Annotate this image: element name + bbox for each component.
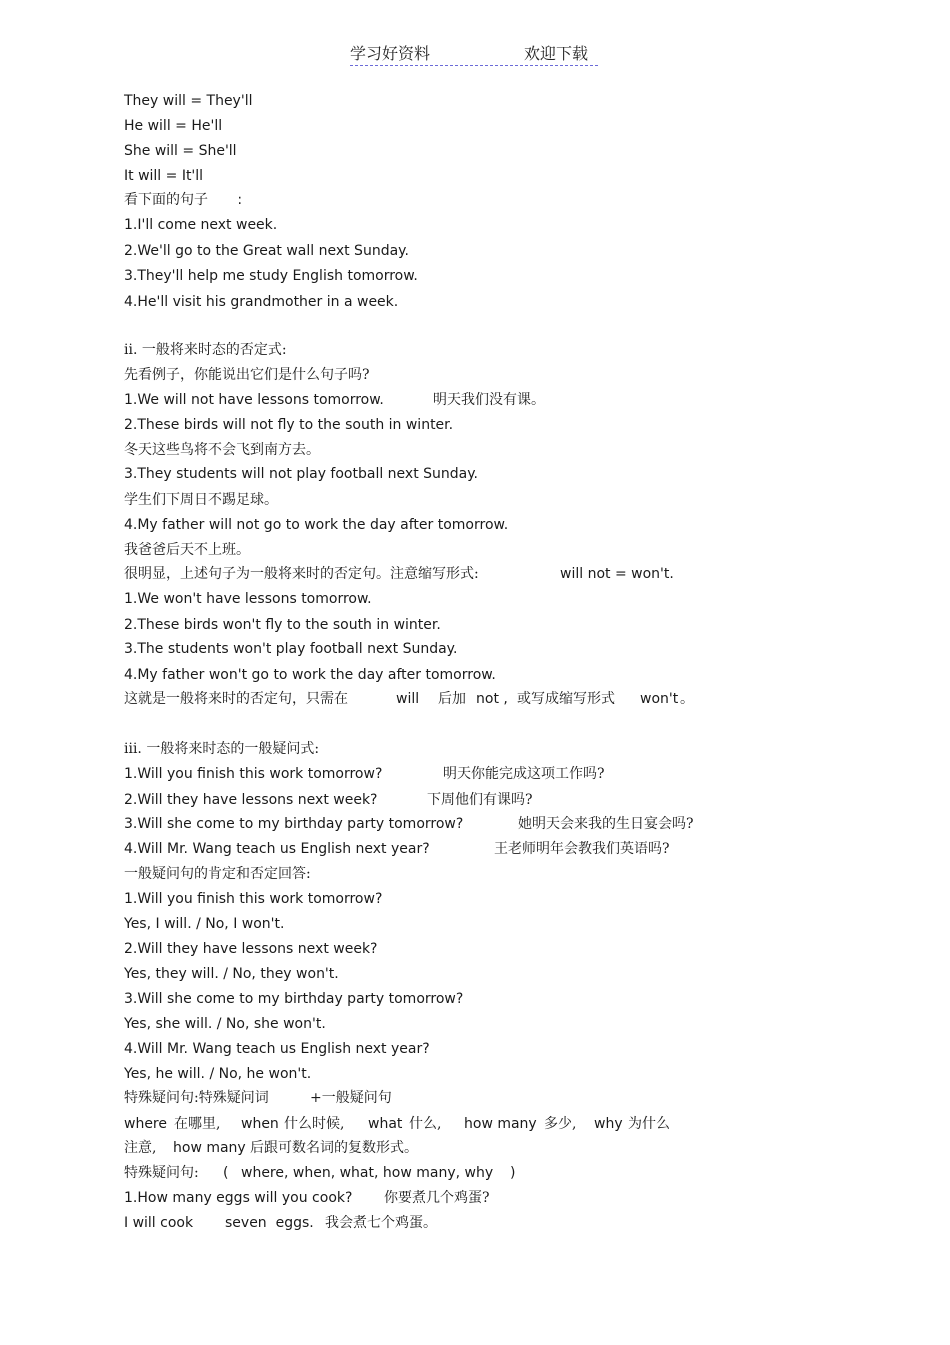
chinese-text: 多少, <box>544 1116 577 1132</box>
text-line <box>124 590 372 608</box>
text-line <box>124 865 311 883</box>
chinese-text: 你要煮几个鸡蛋? <box>384 1190 490 1206</box>
english-text: She will = She'll <box>124 143 237 159</box>
english-text: 3.Will she come to my birthday party tomorrow? <box>124 991 464 1007</box>
english-text: how many <box>464 1116 537 1132</box>
english-text: Yes, she will. / No, she won't. <box>124 1016 326 1032</box>
chinese-text: ⅲ. 一般将来时态的一般疑问式: <box>124 741 320 757</box>
text-line <box>124 1139 418 1157</box>
english-text: seven eggs. <box>225 1215 314 1231</box>
text-line <box>124 690 694 708</box>
chinese-text: 一般疑问句的肯定和否定回答: <box>124 866 311 882</box>
english-text: ( <box>223 1165 229 1181</box>
english-text: He will = He'll <box>124 118 223 134</box>
chinese-text: 为什么 <box>628 1116 670 1132</box>
english-text: why <box>594 1116 623 1132</box>
chinese-text: 先看例子，你能说出它们是什么句子吗? <box>124 367 370 383</box>
english-text: 1.We won't have lessons tomorrow. <box>124 591 372 607</box>
text-line <box>124 616 441 634</box>
english-text: 1.Will you finish this work tomorrow? <box>124 891 383 907</box>
text-line <box>124 491 278 509</box>
text-line <box>124 1015 326 1033</box>
english-text: Yes, he will. / No, he won't. <box>124 1066 312 1082</box>
text-line <box>124 391 545 409</box>
english-text: 4.Will Mr. Wang teach us English next year? <box>124 1041 430 1057</box>
english-text: 4.My father won't go to work the day after tomorrow. <box>124 667 496 683</box>
english-text: 4.My father will not go to work the day after tomorrow. <box>124 517 509 533</box>
english-text: It will = It'll <box>124 168 204 184</box>
chinese-text: 我会煮七个鸡蛋。 <box>325 1215 437 1231</box>
text-line <box>124 1115 670 1133</box>
english-text: 2.We'll go to the Great wall next Sunday. <box>124 243 409 259</box>
text-line <box>124 516 508 534</box>
english-text: 1.I'll come next week. <box>124 217 278 233</box>
header-left-text: 学习好资料 <box>350 44 431 63</box>
text-line <box>124 791 533 809</box>
text-line <box>124 1164 516 1182</box>
chinese-text: 很明显，上述句子为一般将来时的否定句。注意缩写形式: <box>124 566 479 582</box>
english-text: where, when, what, how many, why <box>241 1165 494 1181</box>
text-line <box>124 1065 311 1083</box>
chinese-text: 这就是一般将来时的否定句，只需在 <box>124 691 348 707</box>
chinese-text: ⅱ. 一般将来时态的否定式: <box>124 342 287 358</box>
english-text: 2.These birds won't fly to the south in winter. <box>124 617 441 633</box>
english-text: 1.Will you finish this work tomorrow? <box>124 766 383 782</box>
text-line <box>124 191 243 209</box>
english-text: 1.How many eggs will you cook? <box>124 1190 353 1206</box>
text-line <box>124 267 418 285</box>
english-text: not , <box>476 691 508 707</box>
text-line <box>124 216 277 234</box>
text-line <box>124 465 478 483</box>
english-text: ) <box>510 1165 516 1181</box>
english-text: 3.They'll help me study English tomorrow. <box>124 268 418 284</box>
text-line <box>124 990 463 1008</box>
english-text: won't <box>640 691 679 707</box>
english-text: 2.These birds will not fly to the south in winter. <box>124 417 454 433</box>
text-line <box>124 242 409 260</box>
chinese-text: 明天我们没有课。 <box>433 392 545 408</box>
chinese-text: 看下面的句子 <box>124 192 208 208</box>
chinese-text: 王老师明年会教我们英语吗? <box>494 841 670 857</box>
english-text: They will = They'll <box>124 93 253 109</box>
text-line <box>124 565 674 583</box>
text-line <box>124 416 453 434</box>
chinese-text: 她明天会来我的生日宴会吗? <box>518 816 694 832</box>
text-line <box>124 1189 490 1207</box>
text-line <box>124 167 203 185</box>
text-line <box>124 92 252 110</box>
english-text: will <box>396 691 420 707</box>
chinese-text: 明天你能完成这项工作吗? <box>443 766 605 782</box>
english-text: Yes, they will. / No, they won't. <box>124 966 339 982</box>
chinese-text: 冬天这些鸟将不会飞到南方去。 <box>124 442 320 458</box>
text-line <box>124 1040 430 1058</box>
text-line <box>124 366 370 384</box>
english-text: : <box>224 192 243 208</box>
english-text: 4.Will Mr. Wang teach us English next year? <box>124 841 430 857</box>
text-line <box>124 890 382 908</box>
chinese-text: 注意, <box>124 1140 157 1156</box>
english-text: will not = won't. <box>560 566 674 582</box>
chinese-text: +一般疑问句 <box>310 1090 392 1106</box>
chinese-text: 学生们下周日不踢足球。 <box>124 492 278 508</box>
chinese-text: 在哪里, <box>174 1116 221 1132</box>
chinese-text: 特殊疑问句: <box>124 1165 199 1181</box>
text-line <box>124 293 398 311</box>
english-text: 4.He'll visit his grandmother in a week. <box>124 294 399 310</box>
text-line <box>124 341 287 359</box>
chinese-text: 特殊疑问句:特殊疑问词 <box>124 1090 269 1106</box>
chinese-text: 后加 <box>438 691 466 707</box>
text-line <box>124 142 237 160</box>
header-right-text: 欢迎下载 <box>524 44 589 63</box>
english-text: 3.The students won't play football next Sunday. <box>124 641 458 657</box>
text-line <box>124 666 496 684</box>
english-text: I will cook <box>124 1215 194 1231</box>
text-line <box>124 765 605 783</box>
text-line <box>124 740 319 758</box>
page-header <box>350 41 598 66</box>
english-text: 3.Will she come to my birthday party tomorrow? <box>124 816 464 832</box>
english-text: when <box>241 1116 279 1132</box>
chinese-text: 我爸爸后天不上班。 <box>124 542 250 558</box>
text-line <box>124 1089 392 1107</box>
text-line <box>124 441 320 459</box>
english-text: 3.They students will not play football next Sunday. <box>124 466 478 482</box>
chinese-text: 什么, <box>409 1116 442 1132</box>
text-line <box>124 1214 437 1232</box>
english-text: 2.Will they have lessons next week? <box>124 941 378 957</box>
english-text: how many <box>173 1140 246 1156</box>
chinese-text: 下周他们有课吗? <box>427 792 533 808</box>
text-line <box>124 815 694 833</box>
chinese-text: 什么时候, <box>284 1116 345 1132</box>
text-line <box>124 840 670 858</box>
chinese-text: 或写成缩写形式 <box>517 691 615 707</box>
text-line <box>124 117 222 135</box>
chinese-text: 。 <box>680 691 694 707</box>
text-line <box>124 915 284 933</box>
text-line <box>124 640 457 658</box>
text-line <box>124 940 377 958</box>
english-text: what <box>368 1116 403 1132</box>
english-text: Yes, I will. / No, I won't. <box>124 916 285 932</box>
chinese-text: 后跟可数名词的复数形式。 <box>250 1140 418 1156</box>
english-text: 2.Will they have lessons next week? <box>124 792 378 808</box>
text-line <box>124 965 339 983</box>
english-text: where <box>124 1116 167 1132</box>
text-line <box>124 541 250 559</box>
english-text: 1.We will not have lessons tomorrow. <box>124 392 384 408</box>
